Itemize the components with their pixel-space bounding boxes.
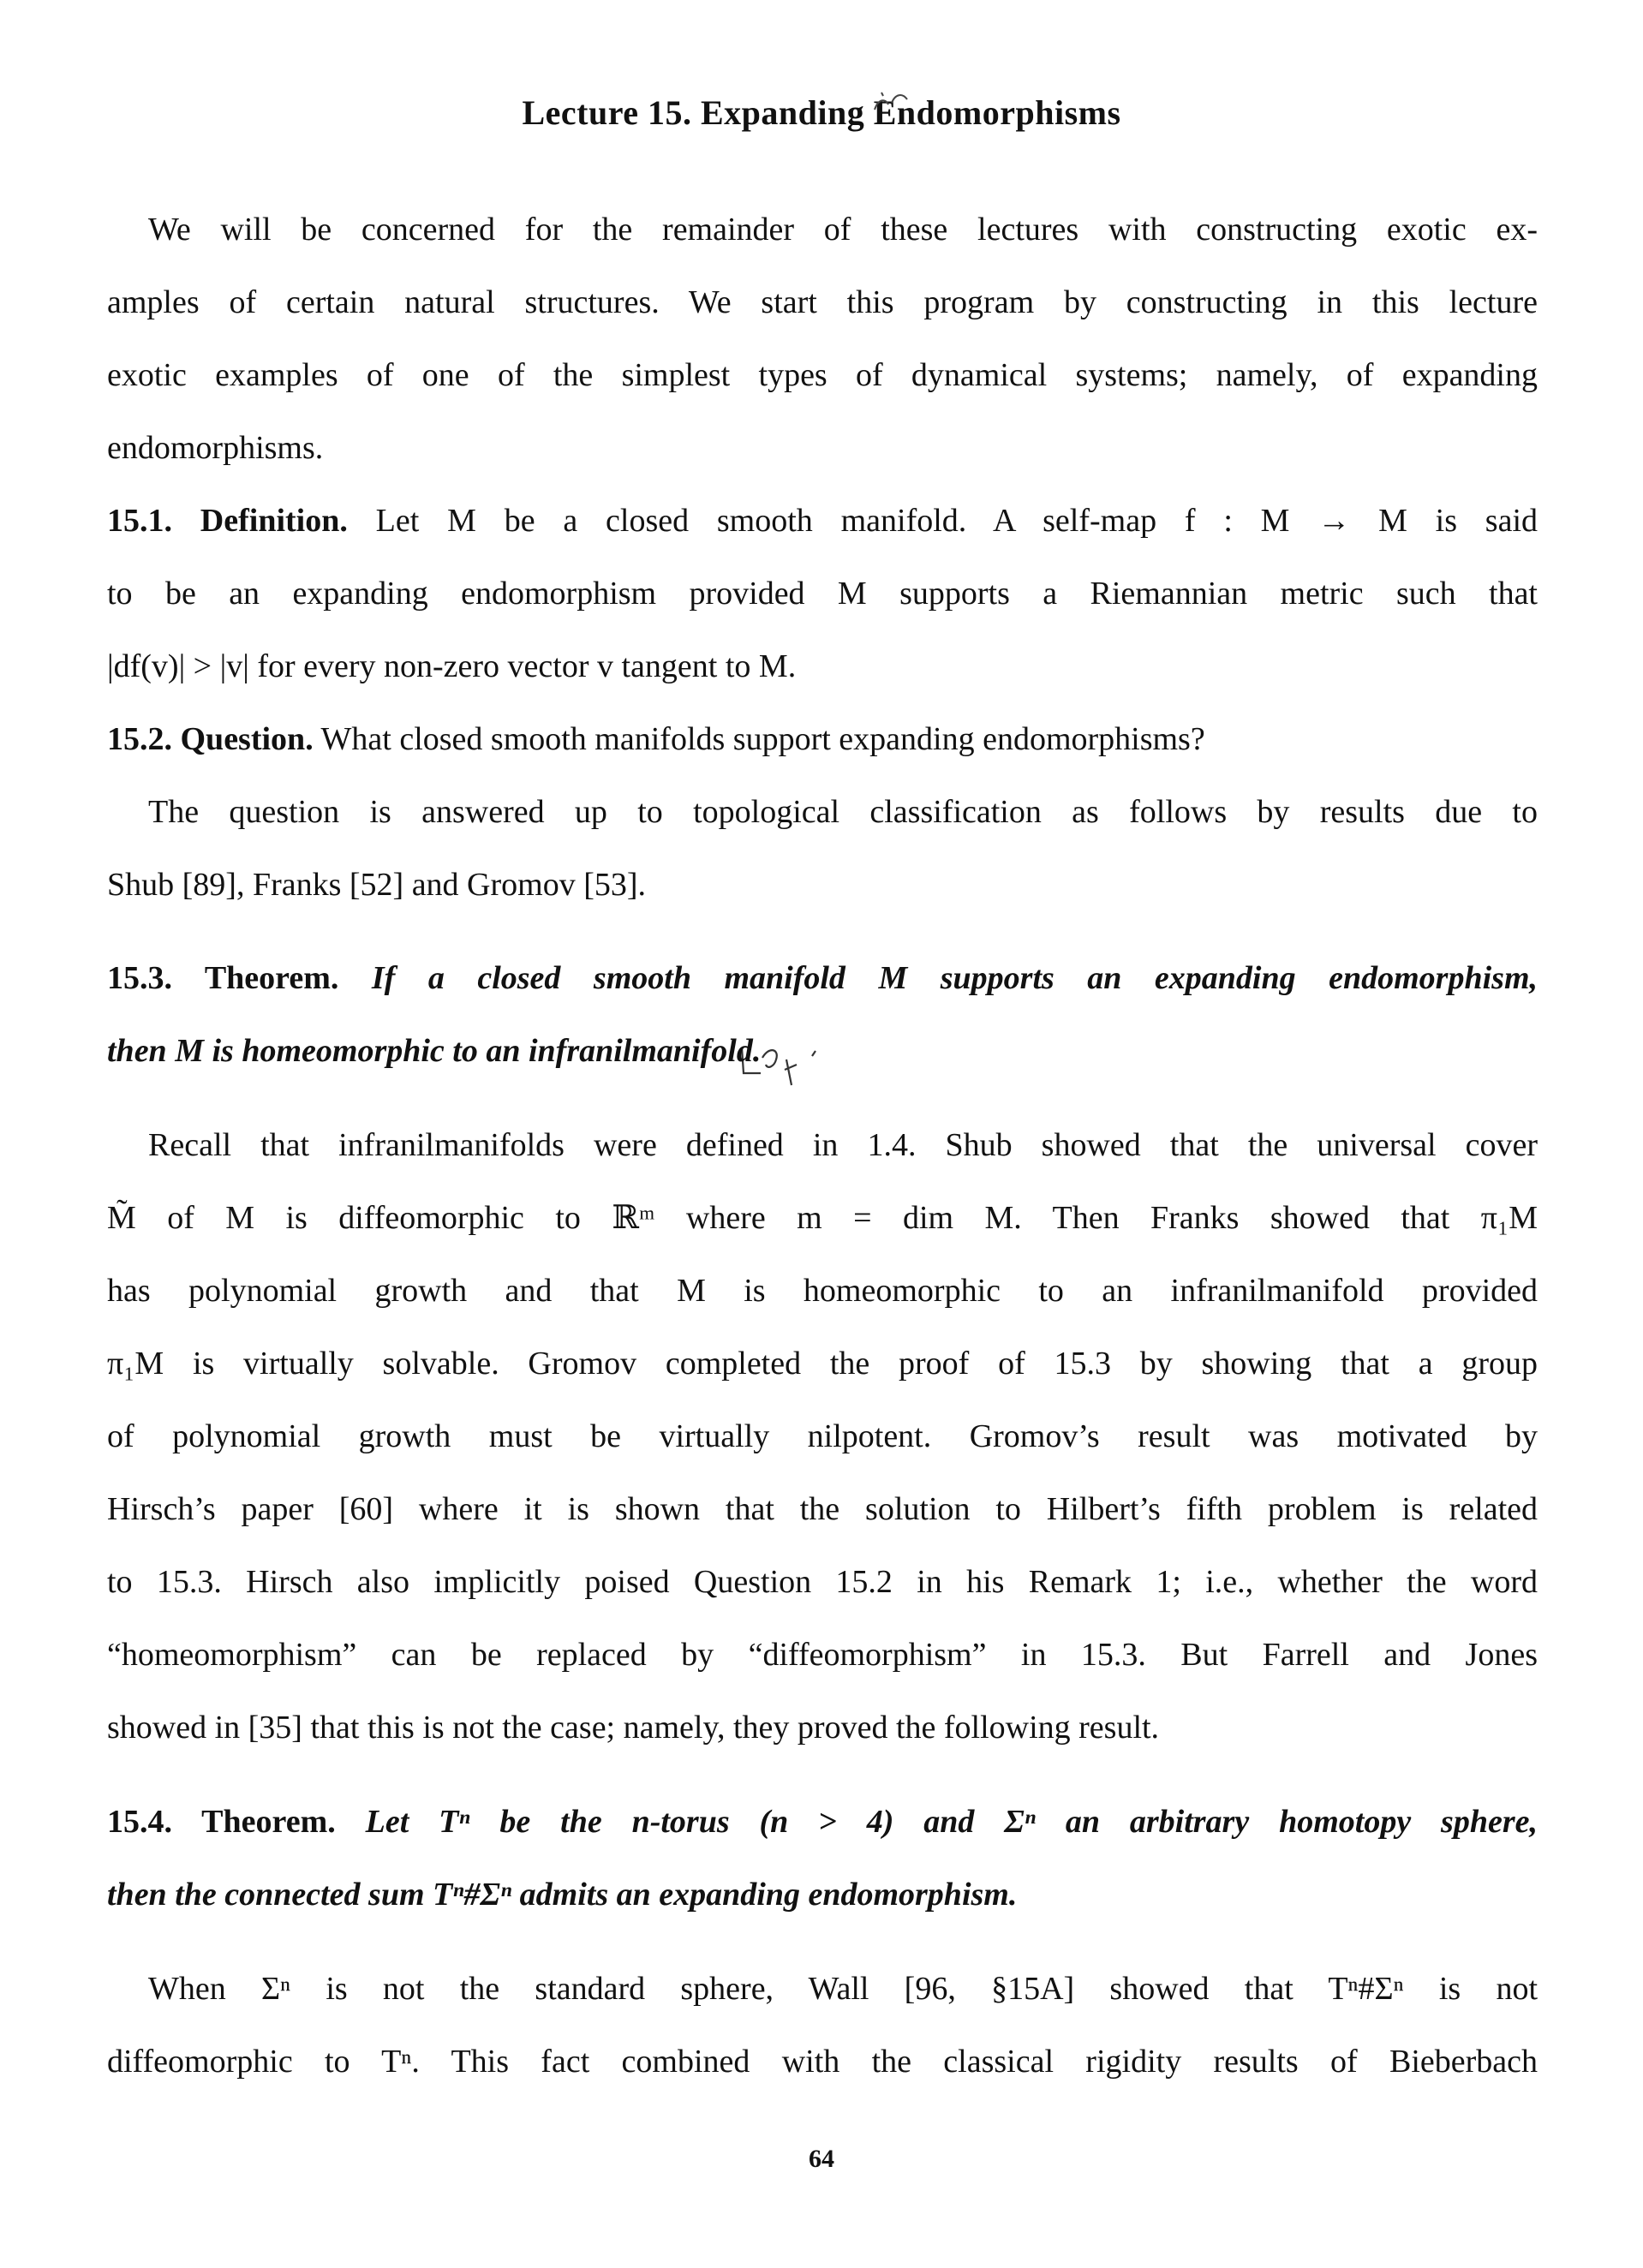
paragraph-3-line: to 15.3. Hirsch also implicitly poised Question 15.2 in his Remark 1; i.e., whether the word — [107, 1564, 1538, 1600]
paragraph-3-line: Recall that infranilmanifolds were defined in 1.4. Shub showed that the universal cover — [148, 1127, 1538, 1163]
paragraph-1-line: We will be concerned for the remainder of these lectures with constructing exotic ex- — [148, 212, 1538, 248]
theorem-4-heading: 15.4. Theorem. — [107, 1804, 336, 1840]
paragraph-3-line: has polynomial growth and that M is homeomorphic to an infranilmanifold provided — [107, 1273, 1538, 1309]
paragraph-3-line: of polynomial growth must be virtually nilpotent. Gromov’s result was motivated by — [107, 1418, 1538, 1454]
definition-line — [107, 502, 1538, 540]
paragraph-3-line: M̃ of M is diffeomorphic to ℝᵐ where m = dim M. Then Franks showed that π₁M — [107, 1200, 1538, 1236]
theorem-3-heading: 15.3. Theorem. — [107, 960, 339, 996]
paragraph-3-line: showed in [35] that this is not the case; namely, they proved the following result. — [107, 1710, 1160, 1746]
definition-line: to be an expanding endomorphism provided M supports a Riemannian metric such that — [107, 576, 1538, 612]
theorem-4-line — [107, 1803, 1538, 1841]
paragraph-3-line: π₁M is virtually solvable. Gromov completed the proof of 15.3 by showing that a group — [107, 1346, 1538, 1382]
paragraph-1-line: exotic examples of one of the simplest types of dynamical systems; namely, of expanding — [107, 357, 1538, 393]
theorem-3-line: then M is homeomorphic to an infranilmanifold. — [107, 1033, 762, 1069]
definition-line: |df(v)| > |v| for every non-zero vector v tangent to M. — [107, 648, 797, 684]
paragraph-3-line: “homeomorphism” can be replaced by “diffeomorphism” in 15.3. But Farrell and Jones — [107, 1637, 1538, 1673]
paragraph-4-line: diffeomorphic to Tⁿ. This fact combined with the classical rigidity results of Bieberbach — [107, 2044, 1538, 2080]
theorem-3-text: If a closed smooth manifold M supports an expanding endomorphism, — [371, 960, 1538, 996]
paragraph-2-line: Shub [89], Franks [52] and Gromov [53]. — [107, 867, 647, 903]
paragraph-2-line: The question is answered up to topological classification as follows by results due to — [148, 794, 1538, 830]
definition-text: Let M be a closed smooth manifold. A self-map f : M → M is said — [375, 503, 1538, 539]
theorem-4-line: then the connected sum Tⁿ#Σⁿ admits an expanding endomorphism. — [107, 1877, 1018, 1913]
paragraph-1-line: amples of certain natural structures. We start this program by constructing in this lecture — [107, 284, 1538, 320]
theorem-3-line — [107, 959, 1538, 997]
question-heading: 15.2. Question. — [107, 721, 314, 757]
paragraph-4-line: When Σⁿ is not the standard sphere, Wall [96, §15A] showed that Tⁿ#Σⁿ is not — [148, 1971, 1538, 2007]
handwritten-mark-icon — [869, 86, 921, 120]
paragraph-3-line: Hirsch’s paper [60] where it is shown that the solution to Hilbert’s fifth problem is related — [107, 1491, 1538, 1527]
paragraph-1-line: endomorphisms. — [107, 430, 324, 466]
question-line — [107, 720, 1538, 758]
question-text: What closed smooth manifolds support expanding endomorphisms? — [320, 721, 1205, 757]
definition-heading: 15.1. Definition. — [107, 503, 348, 539]
page-number: 64 — [809, 2145, 834, 2173]
theorem-4-text: Let Tⁿ be the n-torus (n > 4) and Σⁿ an arbitrary homotopy sphere, — [365, 1804, 1538, 1840]
page-title: Lecture 15. Expanding Endomorphisms — [522, 93, 1121, 132]
